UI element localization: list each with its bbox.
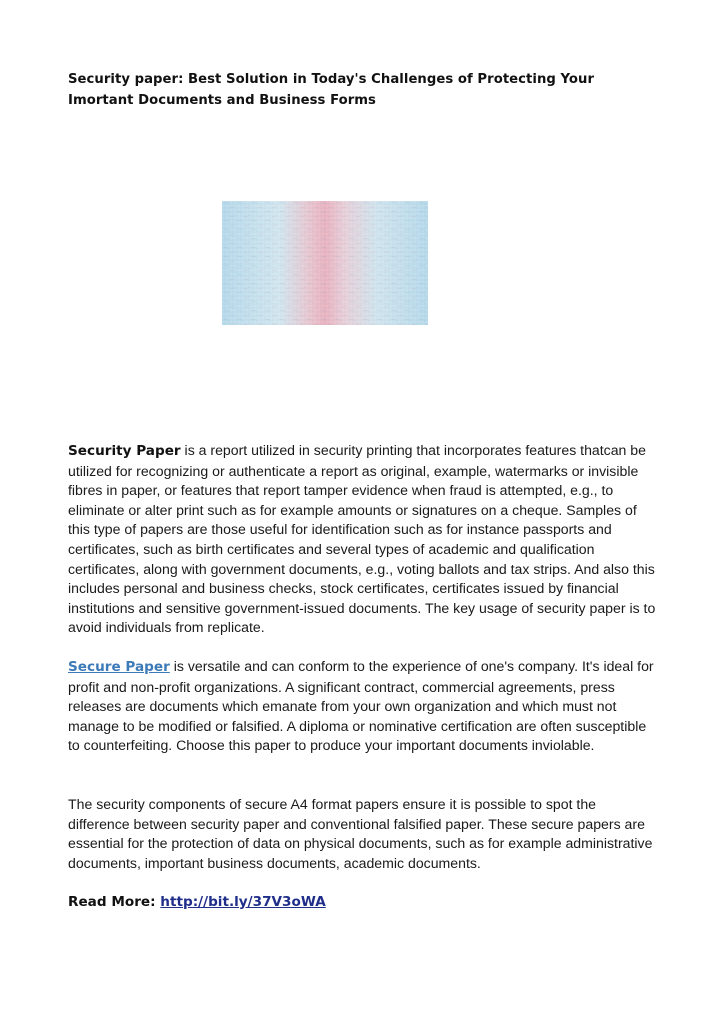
security-paper-image [222,201,428,325]
paragraph-security-components [68,795,658,873]
read-more-url-link[interactable]: http://bit.ly/37V3oWA [160,894,326,910]
security-paper-sample-icon [222,201,428,325]
secure-paper-link[interactable]: Secure Paper [68,659,170,675]
term-security-paper: Security Paper [68,443,181,459]
document-title: Security paper: Best Solution in Today's Challenges of Protecting Your Imortant Documents and Business Forms [68,72,595,108]
paragraph-security-paper [68,441,658,638]
paragraph-body: The security components of secure A4 format papers ensure it is possible to spot the difference between security paper and conventional falsified paper. These secure papers are essential for the protection of data on physical documents, such as for example administrative documents, important business documents, academic documents. [68,796,653,871]
paragraph-body: is a report utilized in security printing that incorporates features thatcan be utilized for recognizing or authenticate a report as original, example, watermarks or invisible fibres in paper, or features that report tamper evidence when fraud is attempted, e.g., to eliminate or alter print such as for example amounts or signatures on a cheque. Samples of this type of papers are those useful for identification such as for instance passports and certificates, such as birth certificates and several types of academic and qualification certificates, along with government documents, e.g., voting ballots and tax strips. And also this includes personal and business checks, stock certificates, certificates issued by financial institutions and sensitive government-issued documents. The key usage of security paper is to avoid individuals from replicate. [68,442,656,636]
paragraph-secure-paper [68,657,658,756]
read-more-line [68,892,326,912]
paragraph-body: is versatile and can conform to the experience of one's company. It's ideal for profit and non-profit organizations. A significant contract, commercial agreements, press releases are documents which emanate from your own organization and which must not manage to be modified or falsified. A diploma or nominative certification are often susceptible to counterfeiting. Choose this paper to produce your important documents inviolable. [68,658,654,754]
read-more-label: Read More: [68,894,156,910]
